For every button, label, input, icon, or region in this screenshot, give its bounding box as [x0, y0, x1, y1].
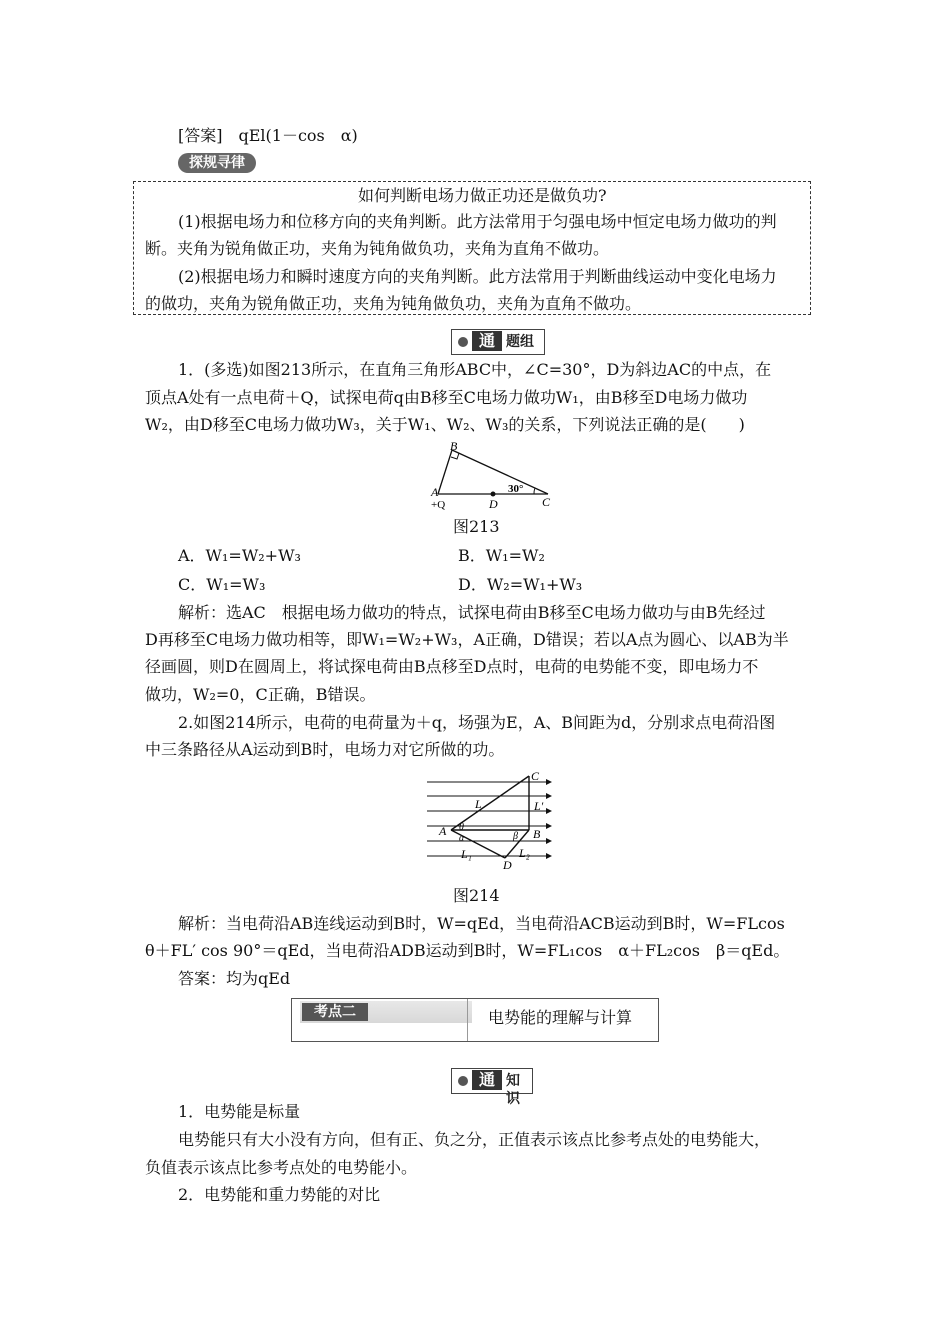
fig213-side-ab — [438, 450, 452, 494]
q1-option-b: B．W₁=W₂ — [458, 546, 545, 565]
badge-dot-icon — [458, 1076, 468, 1086]
rule-box-p1-line1: (1)根据电场力和位移方向的夹角判断。此方法常用于匀强电场中恒定电场力做功的判 — [178, 212, 777, 231]
fig214-label-beta: β — [513, 831, 518, 842]
fig213-label-c: C — [542, 495, 551, 509]
tongtizu-big: 通 — [472, 331, 502, 351]
fig214-label-lprime: L′ — [534, 799, 544, 813]
kaodian-label-bg — [300, 1001, 472, 1023]
rule-box-p2-line1: (2)根据电场力和瞬时速度方向的夹角判断。此方法常用于判断曲线运动中变化电场力 — [178, 267, 777, 286]
q1-option-a: A．W₁=W₂+W₃ — [178, 546, 301, 565]
q2-solution-line2: θ＋FL′ cos 90°＝qEd，当电荷沿ADB运动到B时，W=FL₁cos α＋FL₂cos β＝qEd。 — [145, 941, 790, 960]
figure-214-caption: 图214 — [453, 886, 500, 905]
fig213-label-b: B — [450, 440, 458, 453]
q2-line1: 2.如图214所示，电荷的电荷量为＋q，场强为E，A、B间距为d，分别求点电荷沿图 — [178, 713, 776, 732]
q2-solution-line1: 解析：当电荷沿AB连线运动到B时，W=qEd，当电荷沿ACB运动到B时，W=FLcos — [178, 914, 785, 933]
fig214-label-d: D — [503, 858, 512, 872]
kaodian-tag: 考点二 — [302, 1003, 368, 1021]
fig214-label-alpha: α — [459, 833, 465, 844]
fig213-label-angle: 30° — [508, 483, 524, 495]
knowledge-p1-line1: 电势能只有大小没有方向，但有正、负之分，正值表示该点比参考点处的电势能大， — [178, 1130, 771, 1149]
kaodian-box — [291, 998, 659, 1042]
fig214-label-c: C — [531, 769, 540, 783]
rule-box-title: 如何判断电场力做正功还是做负功? — [358, 186, 607, 205]
q1-solution-line1: 解析：选AC 根据电场力做功的特点，试探电荷由B移至C电场力做功与由B先经过 — [178, 603, 766, 622]
badge-dot-icon — [458, 337, 468, 347]
knowledge-heading-2: 2．电势能和重力势能的对比 — [178, 1185, 381, 1204]
q1-line2: 顶点A处有一点电荷＋Q，试探电荷q由B移至C电场力做功W₁，由B移至D电场力做功 — [145, 388, 748, 407]
fig213-side-bc — [452, 450, 548, 494]
q1-line1: 1．(多选)如图213所示，在直角三角形ABC中，∠C=30°，D为斜边AC的中点，在 — [178, 360, 772, 379]
answer-line: [答案] qEl(1－cos α) — [178, 126, 358, 145]
tongzhishi-small: 知识 — [506, 1073, 520, 1107]
tongzhishi-big: 通 — [472, 1070, 502, 1090]
q2-answer: 答案：均为qEd — [178, 969, 291, 988]
fig214-field-lines — [427, 782, 551, 856]
fig213-label-a: A — [431, 485, 439, 499]
tanguixunlv-badge: 探规寻律 — [178, 153, 256, 173]
fig213-right-angle-mark — [451, 453, 459, 459]
q1-solution-line2: D再移至C电场力做功相等，即W₁=W₂+W₃，A正确，D错误；若以A点为圆心、以AB为半 — [145, 630, 789, 649]
figure-213-caption: 图213 — [453, 517, 500, 536]
tongtizu-badge — [451, 329, 545, 355]
fig214-label-l2: L₂ — [519, 846, 530, 860]
q1-option-d: D．W₂=W₁+W₃ — [458, 575, 583, 594]
fig213-angle-arc — [534, 488, 535, 494]
figure-213 — [428, 440, 558, 520]
fig214-label-a: A — [439, 824, 447, 838]
rule-box-p2-line2: 的做功，夹角为锐角做正功，夹角为钝角做负功，夹角为直角不做功。 — [145, 294, 642, 313]
knowledge-heading-1: 1．电势能是标量 — [178, 1102, 301, 1121]
fig214-label-b: B — [533, 827, 541, 841]
fig214-label-l: L — [475, 797, 482, 811]
q1-solution-line4: 做功，W₂=0，C正确，B错误。 — [145, 685, 376, 704]
fig214-label-theta: θ — [459, 822, 464, 833]
fig213-label-d: D — [489, 497, 498, 511]
tongzhishi-badge — [451, 1068, 533, 1107]
fig213-label-q: +Q — [431, 499, 446, 511]
figure-214 — [425, 768, 555, 873]
q1-line3: W₂，由D移至C电场力做功W₃，关于W₁、W₂、W₃的关系，下列说法正确的是( ) — [145, 415, 745, 434]
fig214-label-l1: L₁ — [461, 847, 472, 861]
knowledge-p1-line2: 负值表示该点比参考点处的电势能小。 — [145, 1158, 418, 1177]
q1-option-c: C．W₁=W₃ — [178, 575, 266, 594]
q2-line2: 中三条路径从A运动到B时，电场力对它所做的功。 — [145, 740, 505, 759]
tongtizu-small: 题组 — [506, 334, 534, 350]
kaodian-divider — [467, 999, 468, 1041]
rule-box-p1-line2: 断。夹角为锐角做正功，夹角为钝角做负功，夹角为直角不做功。 — [145, 239, 610, 258]
q1-solution-line3: 径画圆，则D在圆周上，将试探电荷由B点移至D点时，电荷的电势能不变，即电场力不 — [145, 657, 759, 676]
kaodian-title: 电势能的理解与计算 — [488, 1008, 633, 1027]
fig213-point-d — [491, 492, 496, 497]
